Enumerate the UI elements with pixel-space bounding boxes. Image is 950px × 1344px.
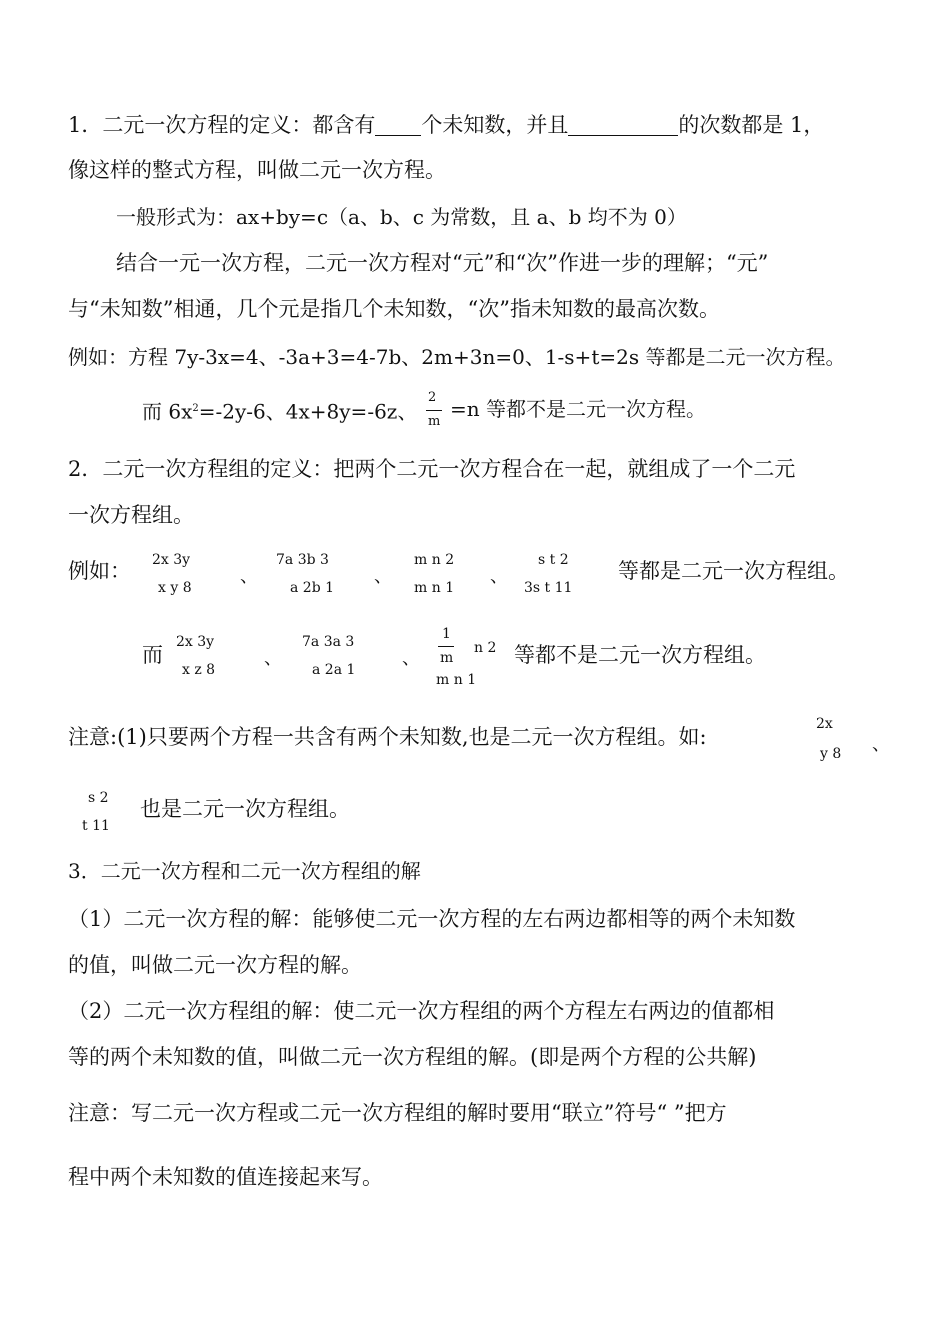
nonex-text-c: =n 等都不是二元一次方程。 xyxy=(450,397,706,421)
s2-example-label: 例如： xyxy=(68,559,131,583)
s2-line-1: 2．二元一次方程组的定义：把两个二元一次方程合在一起，就组成了一个二元 xyxy=(68,457,796,481)
system-row: s t 2 xyxy=(538,552,569,568)
s1-text-a: 1．二元一次方程的定义：都含有 xyxy=(68,113,376,137)
s2-line-2: 一次方程组。 xyxy=(68,503,194,527)
s3-p1-line-1: （1）二元一次方程的解：能够使二元一次方程的左右两边都相等的两个未知数 xyxy=(68,907,796,931)
fraction-numerator: 2 xyxy=(428,390,437,405)
s1-line-4: 结合一元一次方程，二元一次方程对“元”和“次”作进一步的理解；“元” xyxy=(116,251,769,275)
system-row: 3s t 11 xyxy=(524,580,573,596)
fraction-bar xyxy=(426,410,442,411)
separator: 、 xyxy=(374,566,392,587)
system-row: m n 2 xyxy=(414,552,455,568)
s3-title: 3．二元一次方程和二元一次方程组的解 xyxy=(68,859,421,883)
s1-line-1 xyxy=(68,110,824,140)
exponent: 2 xyxy=(192,403,199,414)
s1-nonexamples xyxy=(142,394,417,427)
s2-note-line: 注意:(1)只要两个方程一共含有两个未知数,也是二元一次方程组。如: xyxy=(68,725,707,749)
fill-blank-1[interactable] xyxy=(375,113,421,136)
s3-p2-line-1: （2）二元一次方程组的解：使二元一次方程组的两个方程左右两边的值都相 xyxy=(68,999,775,1023)
s3-p1-line-2: 的值，叫做二元一次方程的解。 xyxy=(68,953,362,977)
s1-text-c: 的次数都是 1， xyxy=(678,113,825,137)
s1-line-2: 像这样的整式方程，叫做二元一次方程。 xyxy=(68,158,446,182)
system-row: m n 1 xyxy=(414,580,455,596)
system-row: a 2b 1 xyxy=(290,580,335,596)
separator: 、 xyxy=(402,648,420,669)
s2-nonexample-label: 而 xyxy=(142,643,163,667)
system-row: x z 8 xyxy=(182,662,216,678)
s2-note-tail: 也是二元一次方程组。 xyxy=(140,797,350,821)
s3-note-line-1: 注意：写二元一次方程或二元一次方程组的解时要用“联立”符号“ ”把方 xyxy=(68,1101,727,1125)
system-row: 2x 3y xyxy=(152,552,191,568)
system-row: m n 1 xyxy=(436,672,477,688)
nonex-text-a: 而 6x xyxy=(142,399,193,424)
system-row: 2x 3y xyxy=(176,634,215,650)
fraction-numerator: 1 xyxy=(442,626,451,642)
s1-line-5: 与“未知数”相通，几个元是指几个未知数，“次”指未知数的最高次数。 xyxy=(68,297,720,321)
nonex-text-b: =-2y-6、4x+8y=-6z、 xyxy=(198,399,418,424)
fraction-bar xyxy=(438,646,454,647)
general-form: 一般形式为：ax+by=c（a、b、c 为常数，且 a、b 均不为 0） xyxy=(116,205,687,229)
system-row: s 2 xyxy=(88,790,109,806)
system-row: 7a 3a 3 xyxy=(302,634,355,650)
s1-text-b: 个未知数，并且 xyxy=(421,113,569,137)
separator: 、 xyxy=(264,648,282,669)
separator: 、 xyxy=(872,734,890,755)
system-row: a 2a 1 xyxy=(312,662,356,678)
system-row: 2x xyxy=(816,716,833,732)
system-row: 7a 3b 3 xyxy=(276,552,329,568)
fraction-denominator: m xyxy=(440,650,454,666)
s2-example-tail: 等都是二元一次方程组。 xyxy=(618,559,849,583)
s3-note-line-2: 程中两个未知数的值连接起来写。 xyxy=(68,1165,383,1189)
s1-examples: 例如：方程 7y-3x=4、-3a+3=4-7b、2m+3n=0、1-s+t=2s 等都是二元一次方程。 xyxy=(68,345,846,369)
system-row: t 11 xyxy=(82,818,110,834)
separator: 、 xyxy=(490,566,508,587)
s3-p2-line-2: 等的两个未知数的值，叫做二元一次方程组的解。(即是两个方程的公共解) xyxy=(68,1045,757,1069)
s2-nonexample-tail: 等都不是二元一次方程组。 xyxy=(514,643,766,667)
system-row: n 2 xyxy=(474,640,497,656)
separator: 、 xyxy=(240,566,258,587)
fraction-denominator: m xyxy=(428,414,441,429)
fill-blank-2[interactable] xyxy=(568,113,678,136)
system-row: x y 8 xyxy=(158,580,192,596)
system-row: y 8 xyxy=(820,746,842,762)
